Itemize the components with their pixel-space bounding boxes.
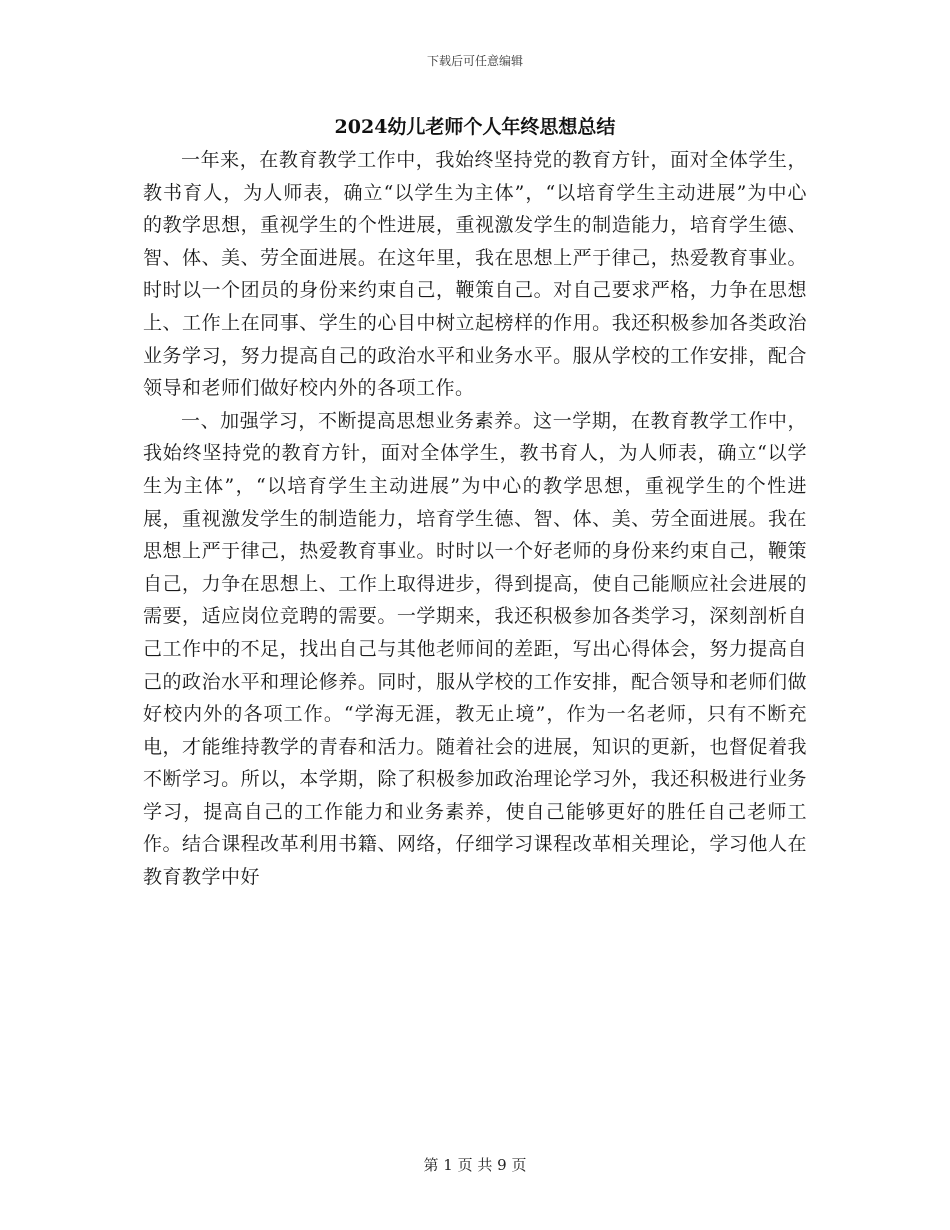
document-body — [143, 144, 807, 894]
paragraph-section-1: 一、加强学习，不断提高思想业务素养。这一学期，在教育教学工作中，我始终坚持党的教育方针，面对全体学生，教书育人，为人师表，确立“以学生为主体”，“以培育学生主动进展”为中心的教学思想，重视学生的个性进展，重视激发学生的制造能力，培育学生德、智、体、美、劳全面进展。我在思想上严于律己，热爱教育事业。时时以一个好老师的身份来约束自己，鞭策自己，力争在思想上、工作上取得进步，得到提高，使自己能顺应社会进展的需要，适应岗位竞聘的需要。一学期来，我还积极参加各类学习，深刻剖析自己工作中的不足，找出自己与其他老师间的差距，写出心得体会，努力提高自己的政治水平和理论修养。同时，服从学校的工作安排，配合领导和老师们做好校内外的各项工作。“学海无涯，教无止境”，作为一名老师，只有不断充电，才能维持教学的青春和活力。随着社会的进展，知识的更新，也督促着我不断学习。所以，本学期，除了积极参加政治理论学习外，我还积极进行业务学习，提高自己的工作能力和业务素养，使自己能够更好的胜任自己老师工作。结合课程改革利用书籍、网络，仔细学习课程改革相关理论，学习他人在教育教学中好 — [143, 409, 807, 889]
page-number: 第 1 页 共 9 页 — [423, 1156, 527, 1174]
document-title: 2024幼儿老师个人年终思想总结 — [334, 116, 616, 138]
paragraph-intro: 一年来，在教育教学工作中，我始终坚持党的教育方针，面对全体学生，教书育人，为人师表，确立“以学生为主体”，“以培育学生主动进展”为中心的教学思想，重视学生的个性进展，重视激发学生的制造能力，培育学生德、智、体、美、劳全面进展。在这年里，我在思想上严于律己，热爱教育事业。时时以一个团员的身份来约束自己，鞭策自己。对自己要求严格，力争在思想上、工作上在同事、学生的心目中树立起榜样的作用。我还积极参加各类政治业务学习，努力提高自己的政治水平和业务水平。服从学校的工作安排，配合领导和老师们做好校内外的各项工作。 — [143, 149, 807, 400]
page-header: 下载后可任意编辑 — [426, 54, 523, 68]
